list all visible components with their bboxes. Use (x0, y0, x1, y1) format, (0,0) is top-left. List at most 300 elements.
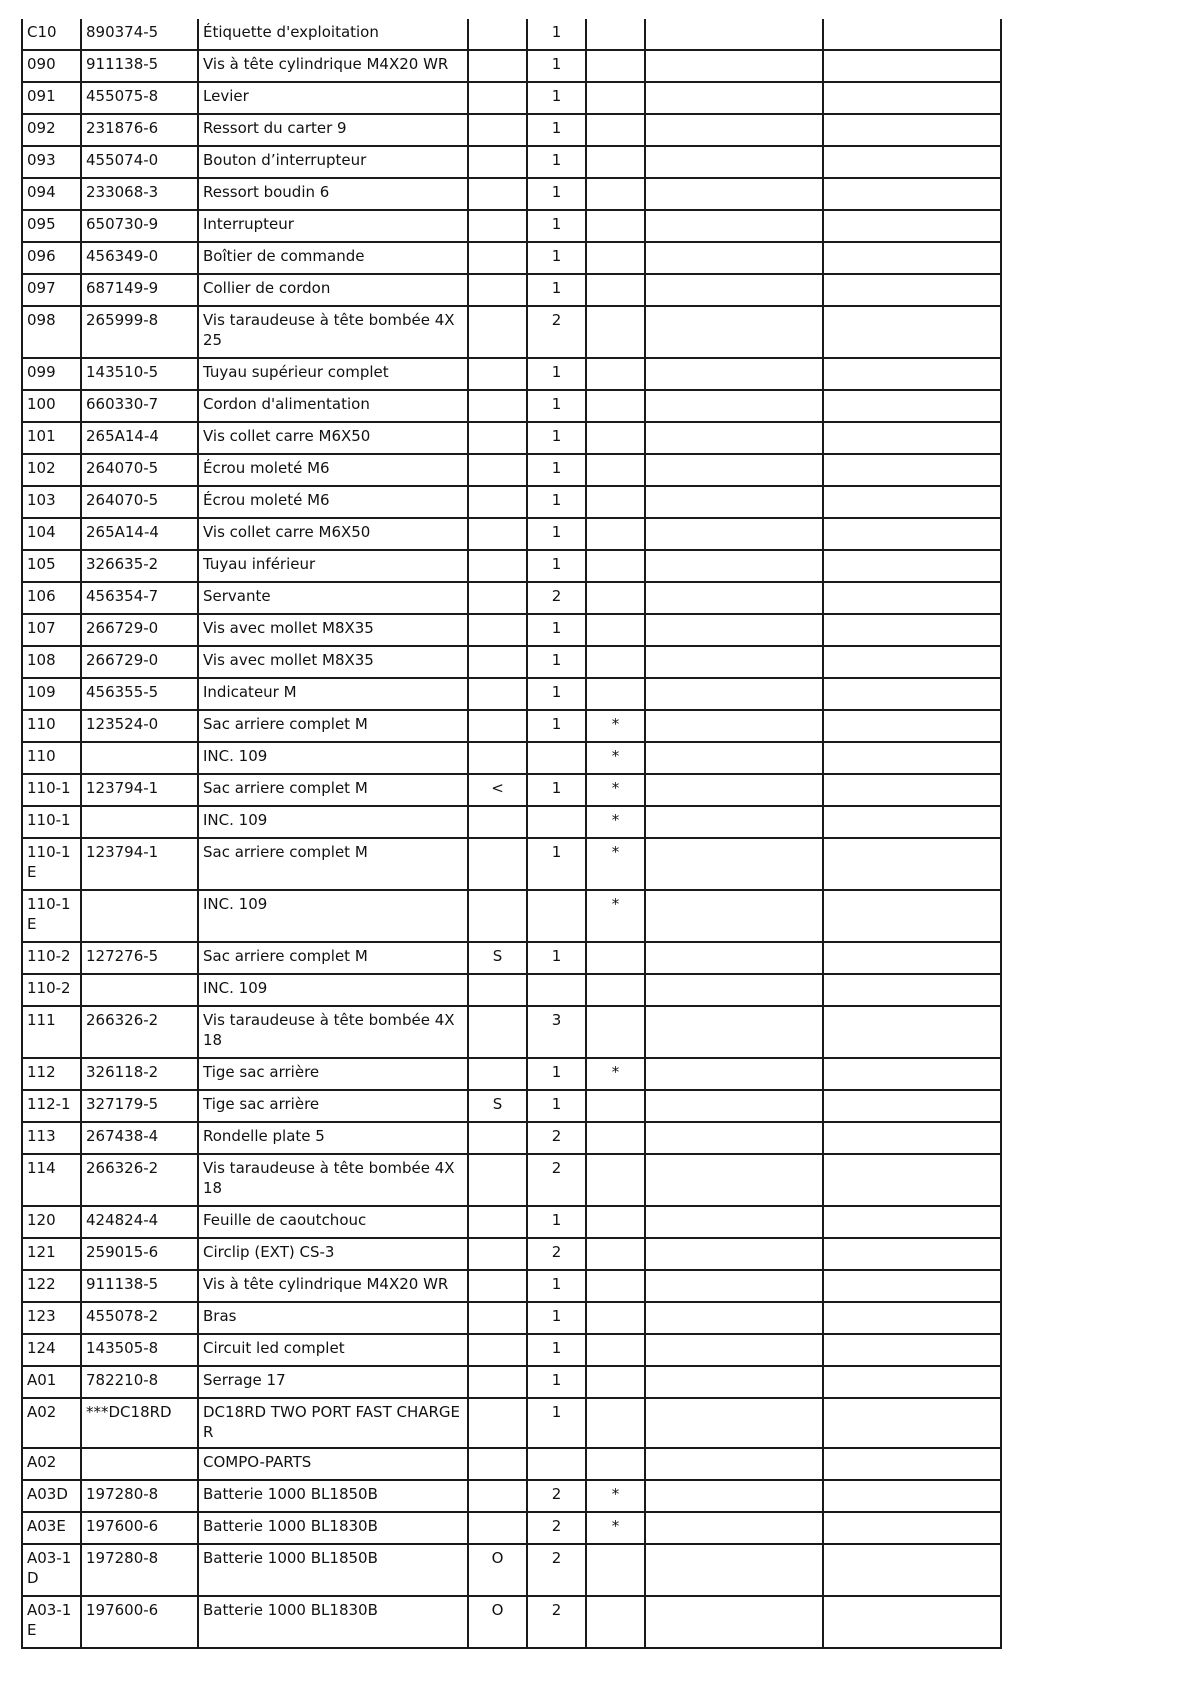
table-row (22, 114, 1001, 146)
mark-cell (586, 1006, 645, 1058)
mark-cell (586, 582, 645, 614)
ref-cell: 100 (22, 390, 81, 422)
part-number-cell: 265A14-4 (81, 518, 198, 550)
part-number-cell: 197600-6 (81, 1596, 198, 1648)
quantity-cell: 2 (527, 582, 586, 614)
note-cell (468, 82, 527, 114)
note-cell (468, 1512, 527, 1544)
empty-cell (823, 582, 1001, 614)
ref-cell: 101 (22, 422, 81, 454)
ref-cell: 106 (22, 582, 81, 614)
note-cell: O (468, 1596, 527, 1648)
mark-cell (586, 942, 645, 974)
description-cell: Collier de cordon (198, 274, 468, 306)
part-number-cell: 265A14-4 (81, 422, 198, 454)
empty-cell (645, 614, 823, 646)
empty-cell (645, 1448, 823, 1480)
part-number-cell: 143510-5 (81, 358, 198, 390)
mark-cell (586, 1206, 645, 1238)
table-row (22, 1058, 1001, 1090)
quantity-cell: 1 (527, 454, 586, 486)
empty-cell (823, 1058, 1001, 1090)
quantity-cell: 2 (527, 1122, 586, 1154)
description-cell: Écrou moleté M6 (198, 454, 468, 486)
description-cell: Interrupteur (198, 210, 468, 242)
part-number-cell (81, 806, 198, 838)
table-row (22, 838, 1001, 890)
quantity-cell: 1 (527, 82, 586, 114)
quantity-cell (527, 742, 586, 774)
note-cell (468, 646, 527, 678)
description-cell: Servante (198, 582, 468, 614)
empty-cell (823, 422, 1001, 454)
table-row (22, 1270, 1001, 1302)
empty-cell (823, 1334, 1001, 1366)
empty-cell (645, 1206, 823, 1238)
description-cell: Circuit led complet (198, 1334, 468, 1366)
empty-cell (823, 1122, 1001, 1154)
part-number-cell: 326635-2 (81, 550, 198, 582)
quantity-cell: 2 (527, 1154, 586, 1206)
ref-cell: 122 (22, 1270, 81, 1302)
table-row (22, 1366, 1001, 1398)
part-number-cell: 127276-5 (81, 942, 198, 974)
description-cell: Tige sac arrière (198, 1058, 468, 1090)
empty-cell (645, 678, 823, 710)
table-row (22, 678, 1001, 710)
quantity-cell: 1 (527, 1398, 586, 1448)
description-cell: Bouton d’interrupteur (198, 146, 468, 178)
note-cell (468, 742, 527, 774)
note-cell (468, 50, 527, 82)
empty-cell (645, 178, 823, 210)
ref-cell: 096 (22, 242, 81, 274)
description-cell: Écrou moleté M6 (198, 486, 468, 518)
table-row (22, 50, 1001, 82)
mark-cell (586, 1154, 645, 1206)
table-row (22, 422, 1001, 454)
part-number-cell: 455074-0 (81, 146, 198, 178)
note-cell (468, 1006, 527, 1058)
mark-cell (586, 178, 645, 210)
mark-cell (586, 1448, 645, 1480)
ref-cell: 110-1 (22, 806, 81, 838)
table-row (22, 1090, 1001, 1122)
empty-cell (823, 1480, 1001, 1512)
note-cell (468, 1270, 527, 1302)
empty-cell (645, 1238, 823, 1270)
quantity-cell: 1 (527, 614, 586, 646)
ref-cell: C10 (22, 19, 81, 50)
note-cell (468, 274, 527, 306)
quantity-cell: 1 (527, 114, 586, 146)
mark-cell (586, 1544, 645, 1596)
empty-cell (823, 550, 1001, 582)
note-cell (468, 518, 527, 550)
quantity-cell (527, 806, 586, 838)
part-number-cell: ***DC18RD (81, 1398, 198, 1448)
empty-cell (823, 646, 1001, 678)
table-row (22, 1596, 1001, 1648)
part-number-cell: 143505-8 (81, 1334, 198, 1366)
part-number-cell: 264070-5 (81, 454, 198, 486)
part-number-cell: 890374-5 (81, 19, 198, 50)
empty-cell (645, 358, 823, 390)
description-cell: Ressort boudin 6 (198, 178, 468, 210)
note-cell: S (468, 942, 527, 974)
empty-cell (645, 1512, 823, 1544)
table-row (22, 774, 1001, 806)
note-cell (468, 806, 527, 838)
note-cell (468, 890, 527, 942)
quantity-cell: 1 (527, 422, 586, 454)
empty-cell (645, 50, 823, 82)
ref-cell: A03-1D (22, 1544, 81, 1596)
empty-cell (645, 114, 823, 146)
note-cell (468, 1448, 527, 1480)
quantity-cell: 1 (527, 274, 586, 306)
ref-cell: 098 (22, 306, 81, 358)
quantity-cell: 1 (527, 50, 586, 82)
table-row (22, 1206, 1001, 1238)
empty-cell (645, 306, 823, 358)
ref-cell: 121 (22, 1238, 81, 1270)
empty-cell (645, 146, 823, 178)
ref-cell: 093 (22, 146, 81, 178)
quantity-cell: 1 (527, 242, 586, 274)
description-cell: Vis collet carre M6X50 (198, 518, 468, 550)
table-row (22, 1334, 1001, 1366)
note-cell (468, 550, 527, 582)
empty-cell (823, 178, 1001, 210)
mark-cell (586, 678, 645, 710)
quantity-cell: 2 (527, 1512, 586, 1544)
empty-cell (823, 114, 1001, 146)
part-number-cell: 123794-1 (81, 774, 198, 806)
table-row (22, 486, 1001, 518)
note-cell (468, 210, 527, 242)
description-cell: Tige sac arrière (198, 1090, 468, 1122)
description-cell: Batterie 1000 BL1830B (198, 1596, 468, 1648)
quantity-cell: 2 (527, 1544, 586, 1596)
part-number-cell: 456355-5 (81, 678, 198, 710)
note-cell (468, 1058, 527, 1090)
part-number-cell: 650730-9 (81, 210, 198, 242)
mark-cell (586, 518, 645, 550)
mark-cell (586, 614, 645, 646)
empty-cell (645, 646, 823, 678)
mark-cell: * (586, 1058, 645, 1090)
description-cell: Sac arriere complet M (198, 838, 468, 890)
table-row (22, 146, 1001, 178)
table-row (22, 1302, 1001, 1334)
mark-cell (586, 486, 645, 518)
mark-cell (586, 1302, 645, 1334)
part-number-cell: 264070-5 (81, 486, 198, 518)
mark-cell (586, 146, 645, 178)
quantity-cell (527, 890, 586, 942)
empty-cell (823, 518, 1001, 550)
part-number-cell: 687149-9 (81, 274, 198, 306)
ref-cell: 110 (22, 742, 81, 774)
ref-cell: 099 (22, 358, 81, 390)
empty-cell (823, 1544, 1001, 1596)
mark-cell: * (586, 774, 645, 806)
table-row (22, 242, 1001, 274)
table-row (22, 974, 1001, 1006)
ref-cell: 114 (22, 1154, 81, 1206)
quantity-cell (527, 974, 586, 1006)
quantity-cell: 1 (527, 486, 586, 518)
table-row (22, 890, 1001, 942)
empty-cell (823, 390, 1001, 422)
empty-cell (823, 306, 1001, 358)
empty-cell (823, 82, 1001, 114)
ref-cell: 110-2 (22, 974, 81, 1006)
part-number-cell: 259015-6 (81, 1238, 198, 1270)
note-cell (468, 678, 527, 710)
mark-cell: * (586, 806, 645, 838)
description-cell: DC18RD TWO PORT FAST CHARGER (198, 1398, 468, 1448)
note-cell (468, 1366, 527, 1398)
empty-cell (645, 550, 823, 582)
part-number-cell: 267438-4 (81, 1122, 198, 1154)
empty-cell (823, 1448, 1001, 1480)
mark-cell (586, 242, 645, 274)
description-cell: Vis collet carre M6X50 (198, 422, 468, 454)
empty-cell (823, 838, 1001, 890)
note-cell (468, 614, 527, 646)
table-row (22, 1238, 1001, 1270)
part-number-cell (81, 742, 198, 774)
empty-cell (823, 678, 1001, 710)
description-cell: Vis avec mollet M8X35 (198, 614, 468, 646)
note-cell (468, 1398, 527, 1448)
table-row (22, 1448, 1001, 1480)
empty-cell (823, 50, 1001, 82)
empty-cell (823, 742, 1001, 774)
empty-cell (645, 838, 823, 890)
ref-cell: A02 (22, 1398, 81, 1448)
quantity-cell: 1 (527, 146, 586, 178)
mark-cell (586, 1238, 645, 1270)
table-row (22, 358, 1001, 390)
empty-cell (823, 1270, 1001, 1302)
empty-cell (823, 1006, 1001, 1058)
ref-cell: A03-1E (22, 1596, 81, 1648)
empty-cell (823, 942, 1001, 974)
mark-cell (586, 974, 645, 1006)
part-number-cell: 197280-8 (81, 1544, 198, 1596)
description-cell: Sac arriere complet M (198, 774, 468, 806)
empty-cell (645, 1398, 823, 1448)
mark-cell (586, 82, 645, 114)
note-cell (468, 114, 527, 146)
description-cell: Tuyau supérieur complet (198, 358, 468, 390)
note-cell (468, 974, 527, 1006)
empty-cell (823, 486, 1001, 518)
description-cell: Sac arriere complet M (198, 942, 468, 974)
table-row (22, 942, 1001, 974)
part-number-cell: 197280-8 (81, 1480, 198, 1512)
empty-cell (645, 890, 823, 942)
empty-cell (645, 774, 823, 806)
mark-cell (586, 454, 645, 486)
description-cell: Tuyau inférieur (198, 550, 468, 582)
table-row (22, 1122, 1001, 1154)
empty-cell (645, 518, 823, 550)
mark-cell (586, 114, 645, 146)
ref-cell: 105 (22, 550, 81, 582)
note-cell (468, 1206, 527, 1238)
note-cell (468, 486, 527, 518)
empty-cell (645, 422, 823, 454)
mark-cell: * (586, 1480, 645, 1512)
part-number-cell: 327179-5 (81, 1090, 198, 1122)
part-number-cell: 266729-0 (81, 614, 198, 646)
ref-cell: A01 (22, 1366, 81, 1398)
empty-cell (823, 1302, 1001, 1334)
mark-cell (586, 1398, 645, 1448)
part-number-cell: 326118-2 (81, 1058, 198, 1090)
empty-cell (645, 1090, 823, 1122)
quantity-cell: 1 (527, 518, 586, 550)
mark-cell (586, 550, 645, 582)
ref-cell: 112-1 (22, 1090, 81, 1122)
quantity-cell: 2 (527, 1596, 586, 1648)
table-row (22, 274, 1001, 306)
quantity-cell: 1 (527, 678, 586, 710)
part-number-cell: 266326-2 (81, 1154, 198, 1206)
part-number-cell: 911138-5 (81, 50, 198, 82)
table-row (22, 82, 1001, 114)
empty-cell (645, 242, 823, 274)
ref-cell: 111 (22, 1006, 81, 1058)
description-cell: Indicateur M (198, 678, 468, 710)
ref-cell: 124 (22, 1334, 81, 1366)
mark-cell (586, 50, 645, 82)
description-cell: COMPO-PARTS (198, 1448, 468, 1480)
mark-cell (586, 19, 645, 50)
note-cell: S (468, 1090, 527, 1122)
table-row (22, 646, 1001, 678)
mark-cell: * (586, 710, 645, 742)
empty-cell (645, 486, 823, 518)
mark-cell (586, 646, 645, 678)
description-cell: Levier (198, 82, 468, 114)
part-number-cell: 455078-2 (81, 1302, 198, 1334)
ref-cell: 110-1E (22, 890, 81, 942)
quantity-cell: 1 (527, 838, 586, 890)
quantity-cell: 1 (527, 19, 586, 50)
empty-cell (823, 274, 1001, 306)
description-cell: INC. 109 (198, 742, 468, 774)
table-row (22, 178, 1001, 210)
ref-cell: 094 (22, 178, 81, 210)
ref-cell: 090 (22, 50, 81, 82)
ref-cell: 112 (22, 1058, 81, 1090)
part-number-cell: 123524-0 (81, 710, 198, 742)
note-cell (468, 1238, 527, 1270)
empty-cell (823, 1512, 1001, 1544)
note-cell (468, 306, 527, 358)
empty-cell (645, 1122, 823, 1154)
description-cell: Serrage 17 (198, 1366, 468, 1398)
empty-cell (645, 1334, 823, 1366)
description-cell: Rondelle plate 5 (198, 1122, 468, 1154)
empty-cell (645, 1302, 823, 1334)
part-number-cell: 455075-8 (81, 82, 198, 114)
note-cell (468, 582, 527, 614)
part-number-cell (81, 1448, 198, 1480)
mark-cell (586, 1090, 645, 1122)
table-row (22, 1512, 1001, 1544)
empty-cell (645, 974, 823, 1006)
quantity-cell: 2 (527, 1238, 586, 1270)
empty-cell (823, 710, 1001, 742)
description-cell: Vis taraudeuse à tête bombée 4X 18 (198, 1006, 468, 1058)
empty-cell (645, 1006, 823, 1058)
note-cell (468, 242, 527, 274)
empty-cell (645, 19, 823, 50)
part-number-cell: 456349-0 (81, 242, 198, 274)
table-row (22, 210, 1001, 242)
mark-cell: * (586, 838, 645, 890)
quantity-cell: 1 (527, 1058, 586, 1090)
part-number-cell: 660330-7 (81, 390, 198, 422)
empty-cell (645, 454, 823, 486)
table-row (22, 710, 1001, 742)
description-cell: INC. 109 (198, 890, 468, 942)
description-cell: Ressort du carter 9 (198, 114, 468, 146)
part-number-cell: 233068-3 (81, 178, 198, 210)
note-cell (468, 390, 527, 422)
description-cell: Vis avec mollet M8X35 (198, 646, 468, 678)
note-cell (468, 178, 527, 210)
mark-cell (586, 1596, 645, 1648)
quantity-cell: 2 (527, 1480, 586, 1512)
table-row (22, 390, 1001, 422)
empty-cell (823, 614, 1001, 646)
table-row (22, 614, 1001, 646)
note-cell (468, 454, 527, 486)
empty-cell (645, 390, 823, 422)
mark-cell: * (586, 890, 645, 942)
mark-cell (586, 274, 645, 306)
ref-cell: 110-1 (22, 774, 81, 806)
ref-cell: 103 (22, 486, 81, 518)
empty-cell (823, 806, 1001, 838)
description-cell: Boîtier de commande (198, 242, 468, 274)
part-number-cell: 123794-1 (81, 838, 198, 890)
part-number-cell: 265999-8 (81, 306, 198, 358)
description-cell: Vis taraudeuse à tête bombée 4X 18 (198, 1154, 468, 1206)
empty-cell (823, 210, 1001, 242)
empty-cell (645, 210, 823, 242)
parts-list-body (22, 19, 1001, 1648)
note-cell: < (468, 774, 527, 806)
mark-cell (586, 390, 645, 422)
empty-cell (645, 710, 823, 742)
ref-cell: 102 (22, 454, 81, 486)
table-row (22, 1544, 1001, 1596)
ref-cell: 110 (22, 710, 81, 742)
table-row (22, 19, 1001, 50)
mark-cell (586, 1270, 645, 1302)
quantity-cell: 1 (527, 710, 586, 742)
quantity-cell: 1 (527, 1366, 586, 1398)
part-number-cell: 424824-4 (81, 1206, 198, 1238)
